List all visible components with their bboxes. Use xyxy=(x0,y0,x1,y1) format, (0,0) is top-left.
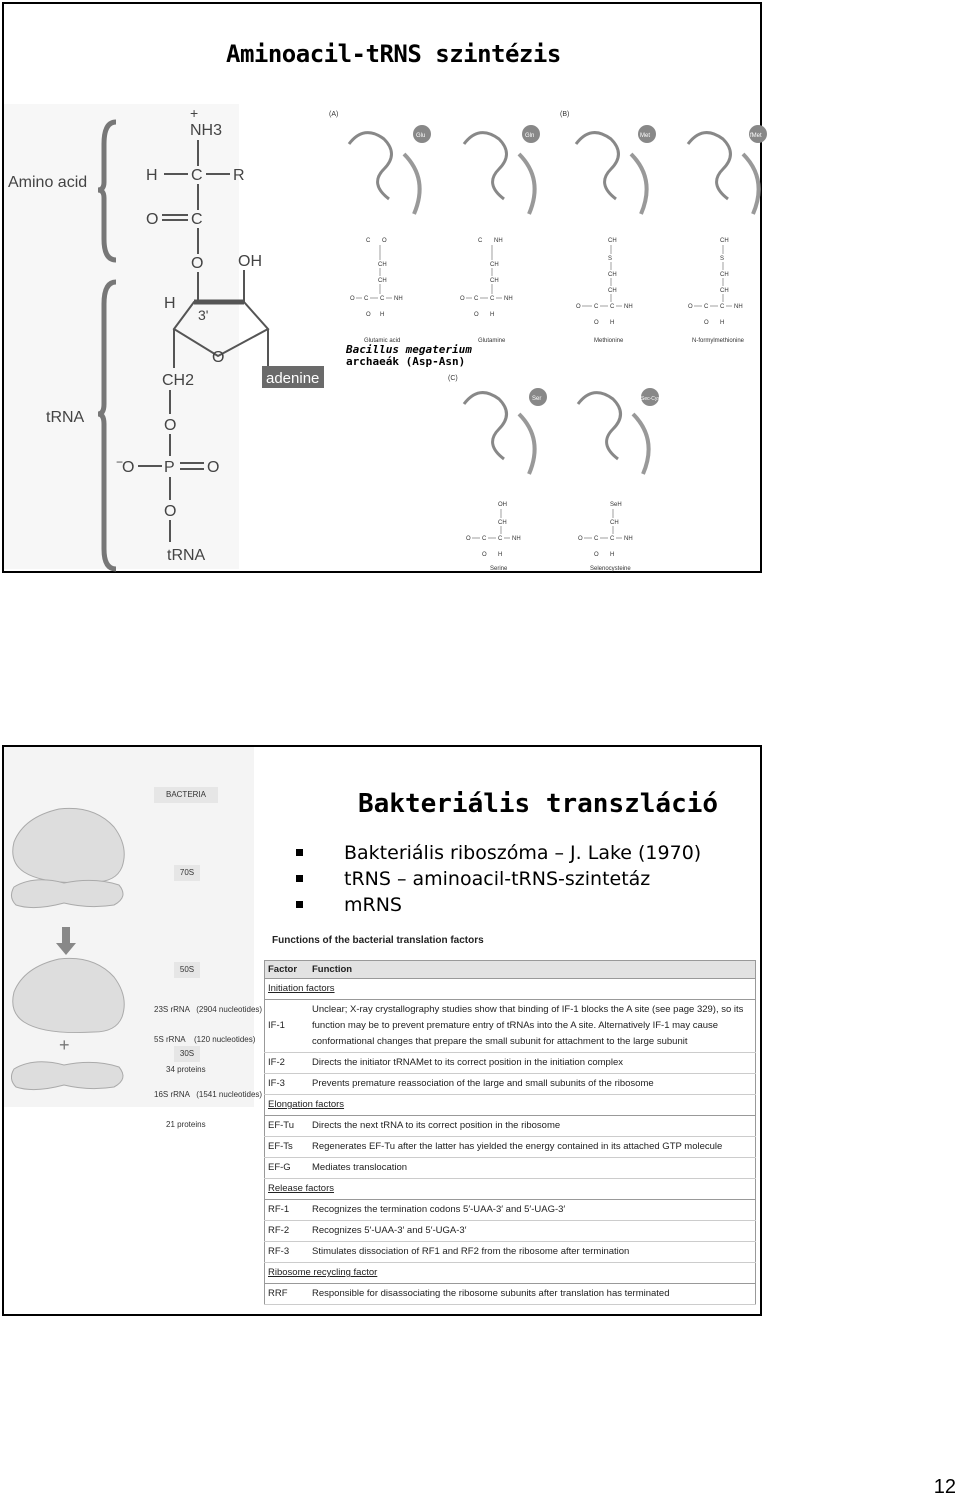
svg-text:O: O xyxy=(460,296,465,302)
svg-text:O: O xyxy=(578,536,583,542)
slide-aminoacyl-trna-synthesis xyxy=(2,2,762,573)
o-phosphate-bottom-label: O xyxy=(164,503,177,520)
amino-acid-label: Amino acid xyxy=(8,174,88,191)
svg-text:−: − xyxy=(116,455,124,469)
panel-c-label: (C) xyxy=(448,375,458,382)
svg-text:CH: CH xyxy=(498,520,507,526)
glutamic-acid-label: Glutamic acid xyxy=(364,338,401,344)
glutamine-label: Glutamine xyxy=(478,338,506,344)
svg-text:CH: CH xyxy=(608,288,617,294)
svg-text:O: O xyxy=(704,320,709,326)
svg-text:C: C xyxy=(594,304,599,310)
svg-text:C: C xyxy=(610,304,615,310)
table-row xyxy=(265,1053,756,1074)
molecule-structures-c xyxy=(466,502,633,558)
table-title: Functions of the bacterial translation factors xyxy=(272,935,484,946)
page-number: 12 xyxy=(933,1476,956,1498)
svg-text:S: S xyxy=(608,256,613,262)
svg-text:OH: OH xyxy=(498,502,507,508)
r-label: R xyxy=(233,167,245,184)
section-label: Initiation factors xyxy=(265,979,756,1000)
o-double-label: O xyxy=(207,459,220,476)
slide-bacterial-translation xyxy=(2,745,762,1316)
svg-text:H: H xyxy=(490,312,495,318)
factor-cell: RF-1 xyxy=(265,1200,310,1221)
svg-text:C: C xyxy=(380,296,385,302)
svg-text:O: O xyxy=(594,320,599,326)
svg-text:NH: NH xyxy=(512,536,521,542)
label-70s: 70S xyxy=(174,865,200,881)
svg-text:C: C xyxy=(366,238,371,244)
panel-b-label: (B) xyxy=(560,111,570,118)
aminoacyl-trna-structure-figure xyxy=(4,4,760,571)
bullet-item: tRNS – aminoacil-tRNS-szintetáz xyxy=(294,866,701,892)
svg-text:C: C xyxy=(610,536,615,542)
svg-text:H: H xyxy=(610,552,615,558)
function-cell: Recognizes 5′-UAA-3′ and 5′-UGA-3′ xyxy=(309,1221,756,1242)
table-row xyxy=(265,1074,756,1095)
table-section-row xyxy=(265,1263,756,1284)
svg-text:NH: NH xyxy=(624,536,633,542)
ribosome-30s xyxy=(11,1062,123,1090)
ch2-label: CH2 xyxy=(162,372,195,389)
factor-cell: IF-3 xyxy=(265,1074,310,1095)
o-carbonyl-label: O xyxy=(146,211,159,228)
section-label: Ribosome recycling factor xyxy=(265,1263,756,1284)
svg-text:O: O xyxy=(688,304,693,310)
function-cell: Responsible for disassociating the ribosome subunits after translation has terminated xyxy=(309,1284,756,1305)
o-ester-label: O xyxy=(191,255,204,272)
h-label: H xyxy=(146,167,158,184)
table-row xyxy=(265,1284,756,1305)
svg-text:C: C xyxy=(482,536,487,542)
table-row xyxy=(265,1158,756,1179)
svg-text:O: O xyxy=(350,296,355,302)
svg-text:H: H xyxy=(720,320,725,326)
svg-text:C: C xyxy=(478,238,483,244)
svg-text:O: O xyxy=(482,552,487,558)
nh3-label: NH3 xyxy=(190,122,223,139)
table-row xyxy=(265,1221,756,1242)
c-carbonyl-label: C xyxy=(191,211,203,228)
svg-text:O: O xyxy=(474,312,479,318)
svg-text:Gln: Gln xyxy=(525,133,535,139)
selenocysteine-label: Selenocysteine xyxy=(590,566,631,572)
factor-cell: EF-Ts xyxy=(265,1137,310,1158)
svg-text:NH: NH xyxy=(624,304,633,310)
h-ring-label: H xyxy=(164,295,176,312)
svg-text:Met: Met xyxy=(640,133,651,139)
factor-cell: RF-2 xyxy=(265,1221,310,1242)
svg-text:C: C xyxy=(704,304,709,310)
bullet-item: Bakteriális riboszóma – J. Lake (1970) xyxy=(294,840,701,866)
detail-30s: 16S rRNA (1541 nucleotides) 21 proteins xyxy=(154,1090,263,1129)
svg-text:C: C xyxy=(720,304,725,310)
plus-sign: + xyxy=(59,1035,70,1055)
function-cell: Recognizes the termination codons 5′-UAA-3′ and 5′-UAG-3′ xyxy=(309,1200,756,1221)
function-cell: Unclear; X-ray crystallography studies show that binding of IF-1 blocks the A site (see page 329), so its function may be to prevent premature entry of tRNAs into the A site. Alternatively IF-1 may cause conformational changes that prepare the small subunit for attachment to the large subunit xyxy=(309,1000,756,1053)
svg-text:CH: CH xyxy=(378,278,387,284)
svg-text:H: H xyxy=(610,320,615,326)
panel-a-label: (A) xyxy=(329,111,339,118)
table-row xyxy=(265,1242,756,1263)
n-formylmethionine-label: N-formylmethionine xyxy=(692,338,745,344)
table-row xyxy=(265,1000,756,1053)
svg-text:CH: CH xyxy=(720,272,729,278)
trna-cartoon-group-c xyxy=(464,393,649,474)
svg-text:C: C xyxy=(498,536,503,542)
svg-text:+: + xyxy=(190,105,199,121)
header-function: Function xyxy=(309,961,756,979)
factor-cell: EF-G xyxy=(265,1158,310,1179)
svg-text:CH: CH xyxy=(378,262,387,268)
function-cell: Mediates translocation xyxy=(309,1158,756,1179)
function-cell: Regenerates EF-Tu after the latter has yielded the energy contained in its attached GTP molecule xyxy=(309,1137,756,1158)
table-section-row xyxy=(265,1179,756,1200)
factor-cell: RF-3 xyxy=(265,1242,310,1263)
o-ring-label: O xyxy=(212,349,225,366)
svg-text:S: S xyxy=(720,256,725,262)
ribosome-70s-small xyxy=(11,880,123,908)
header-factor: Factor xyxy=(265,961,310,979)
translation-factors-table xyxy=(264,960,756,1305)
svg-text:Sec-Cys: Sec-Cys xyxy=(641,396,660,402)
table-row xyxy=(265,1200,756,1221)
table-section-row xyxy=(265,1095,756,1116)
svg-text:NH: NH xyxy=(394,296,403,302)
svg-text:Glu: Glu xyxy=(416,133,426,139)
svg-text:CH: CH xyxy=(720,238,729,244)
svg-text:CH: CH xyxy=(610,520,619,526)
svg-text:NH: NH xyxy=(504,296,513,302)
svg-text:CH: CH xyxy=(720,288,729,294)
c-alpha-label: C xyxy=(191,167,203,184)
function-cell: Prevents premature reassociation of the large and small subunits of the ribosome xyxy=(309,1074,756,1095)
slide-title: Aminoacil-tRNS szintézis xyxy=(226,40,561,68)
section-label: Release factors xyxy=(265,1179,756,1200)
svg-text:O: O xyxy=(576,304,581,310)
label-30s: 30S xyxy=(174,1046,200,1062)
factor-cell: IF-2 xyxy=(265,1053,310,1074)
table-row xyxy=(265,1137,756,1158)
bullet-item: mRNS xyxy=(294,892,701,918)
trna-cartoon-group-ab xyxy=(349,133,759,214)
svg-text:CH: CH xyxy=(608,272,617,278)
adenine-label: adenine xyxy=(266,370,320,387)
svg-text:fMet: fMet xyxy=(750,133,762,139)
svg-text:CH: CH xyxy=(490,262,499,268)
bullet-list xyxy=(294,840,701,918)
o-phosphate-top-label: O xyxy=(164,417,177,434)
svg-text:O: O xyxy=(382,238,387,244)
svg-text:O: O xyxy=(594,552,599,558)
three-prime-label: 3' xyxy=(198,307,209,323)
svg-text:NH: NH xyxy=(734,304,743,310)
factor-cell: IF-1 xyxy=(265,1000,310,1053)
function-cell: Directs the initiator tRNAMet to its correct position in the initiation complex xyxy=(309,1053,756,1074)
svg-text:CH: CH xyxy=(608,238,617,244)
p-label: P xyxy=(164,459,175,476)
methionine-label: Methionine xyxy=(594,338,624,344)
svg-text:H: H xyxy=(498,552,503,558)
table-section-row xyxy=(265,979,756,1000)
molecule-structures-ab xyxy=(350,238,743,326)
serine-label: Serine xyxy=(490,566,508,572)
label-50s: 50S xyxy=(174,962,200,978)
svg-text:NH: NH xyxy=(494,238,503,244)
translation-factors-table-container xyxy=(264,935,760,1305)
bacteria-label: BACTERIA xyxy=(154,787,218,803)
o-minus-label: O xyxy=(122,459,135,476)
svg-text:C: C xyxy=(474,296,479,302)
svg-text:C: C xyxy=(490,296,495,302)
factor-cell: EF-Tu xyxy=(265,1116,310,1137)
caption-bacillus: Bacillus megaterium archaeák (Asp-Asn) xyxy=(346,343,472,368)
svg-text:O: O xyxy=(466,536,471,542)
molecule-bonds-ab xyxy=(356,245,732,306)
svg-text:Ser: Ser xyxy=(532,396,542,402)
svg-text:O: O xyxy=(366,312,371,318)
oh-label: OH xyxy=(238,253,262,270)
table-body xyxy=(265,979,756,1305)
function-cell: Directs the next tRNA to its correct position in the ribosome xyxy=(309,1116,756,1137)
trna-side-label: tRNA xyxy=(46,409,85,426)
section-label: Elongation factors xyxy=(265,1095,756,1116)
svg-text:H: H xyxy=(380,312,385,318)
table-row xyxy=(265,1116,756,1137)
function-cell: Stimulates dissociation of RF1 and RF2 from the ribosome after termination xyxy=(309,1242,756,1263)
svg-text:C: C xyxy=(364,296,369,302)
molecule-bonds-c xyxy=(472,509,622,538)
factor-cell: RRF xyxy=(265,1284,310,1305)
svg-text:SeH: SeH xyxy=(610,502,622,508)
detail-50s: 23S rRNA (2904 nucleotides) 5S rRNA (120 nucleotides) 34 proteins xyxy=(154,1005,263,1074)
trna-bottom-label: tRNA xyxy=(167,547,206,564)
svg-text:C: C xyxy=(594,536,599,542)
svg-text:CH: CH xyxy=(490,278,499,284)
slide-title: Bakteriális transzláció xyxy=(358,789,719,819)
